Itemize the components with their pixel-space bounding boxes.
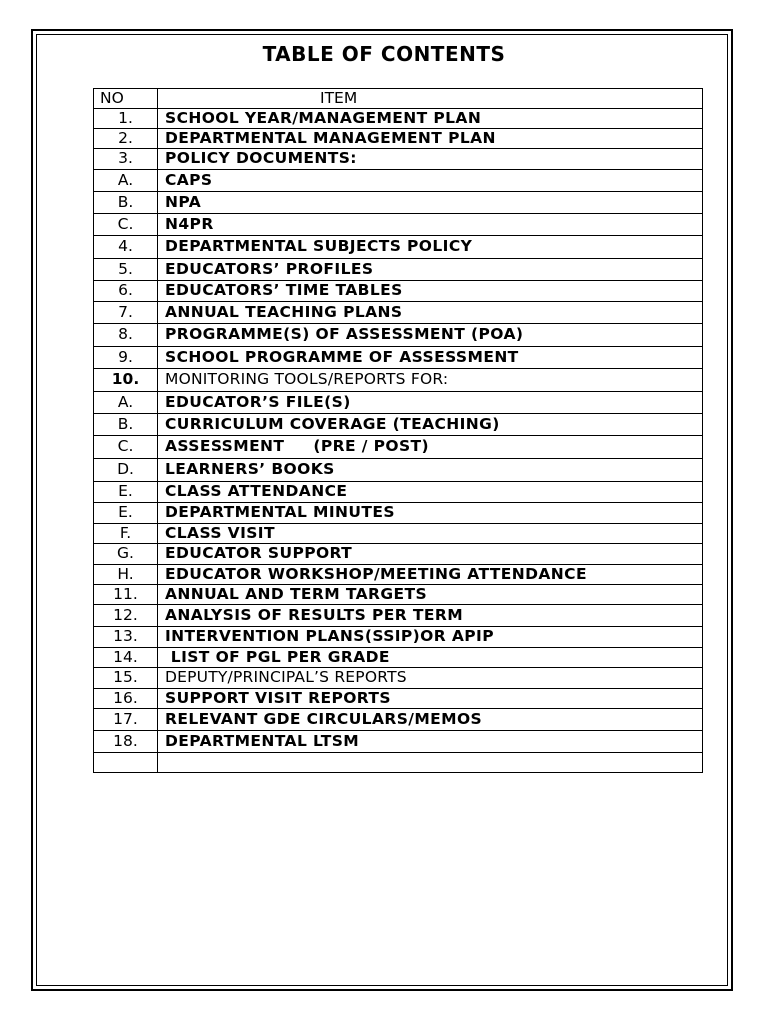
- row-number: 13.: [94, 627, 158, 648]
- row-number: 9.: [94, 347, 158, 369]
- table-row: [94, 302, 703, 324]
- table-row: [94, 753, 703, 773]
- row-item: ASSESSMENT (PRE / POST): [158, 436, 703, 459]
- table-row: [94, 392, 703, 414]
- table-row: [94, 236, 703, 259]
- row-item: CLASS ATTENDANCE: [158, 482, 703, 503]
- table-row: [94, 627, 703, 648]
- row-number: F.: [94, 524, 158, 544]
- table-row: [94, 192, 703, 214]
- row-item: EDUCATOR’S FILE(S): [158, 392, 703, 414]
- table-row: [94, 259, 703, 281]
- row-item: LEARNERS’ BOOKS: [158, 459, 703, 482]
- row-number: 14.: [94, 648, 158, 668]
- table-row: [94, 170, 703, 192]
- row-item: NPA: [158, 192, 703, 214]
- table-row: [94, 459, 703, 482]
- row-number: G.: [94, 544, 158, 565]
- row-item: ANNUAL AND TERM TARGETS: [158, 585, 703, 605]
- table-row: [94, 605, 703, 627]
- table-row: [94, 347, 703, 369]
- header-item: ITEM: [158, 89, 703, 109]
- table-row: [94, 414, 703, 436]
- table-row: [94, 689, 703, 709]
- row-item: INTERVENTION PLANS(SSIP)OR APIP: [158, 627, 703, 648]
- row-item: DEPARTMENTAL MANAGEMENT PLAN: [158, 129, 703, 149]
- row-item: [158, 753, 703, 773]
- row-item: RELEVANT GDE CIRCULARS/MEMOS: [158, 709, 703, 731]
- row-item: ANALYSIS OF RESULTS PER TERM: [158, 605, 703, 627]
- row-item: LIST OF PGL PER GRADE: [158, 648, 703, 668]
- table-row: [94, 436, 703, 459]
- row-number: 7.: [94, 302, 158, 324]
- table-row: [94, 585, 703, 605]
- table-row: [94, 129, 703, 149]
- row-number: 18.: [94, 731, 158, 753]
- row-number: 1.: [94, 109, 158, 129]
- row-item: DEPARTMENTAL MINUTES: [158, 503, 703, 524]
- header-no: NO: [94, 89, 158, 109]
- row-item: EDUCATORS’ TIME TABLES: [158, 281, 703, 302]
- row-item: N4PR: [158, 214, 703, 236]
- row-number: 16.: [94, 689, 158, 709]
- row-number: 3.: [94, 149, 158, 170]
- table-row: [94, 482, 703, 503]
- row-item: DEPARTMENTAL LTSM: [158, 731, 703, 753]
- table-row: [94, 149, 703, 170]
- row-number: [94, 753, 158, 773]
- row-item: PROGRAMME(S) OF ASSESSMENT (POA): [158, 324, 703, 347]
- row-number: C.: [94, 214, 158, 236]
- row-number: 6.: [94, 281, 158, 302]
- row-number: E.: [94, 503, 158, 524]
- row-item: DEPUTY/PRINCIPAL’S REPORTS: [158, 668, 703, 689]
- row-item: DEPARTMENTAL SUBJECTS POLICY: [158, 236, 703, 259]
- row-item: CURRICULUM COVERAGE (TEACHING): [158, 414, 703, 436]
- contents-table-body: [94, 89, 703, 773]
- row-item: CLASS VISIT: [158, 524, 703, 544]
- table-row: [94, 668, 703, 689]
- row-item: EDUCATORS’ PROFILES: [158, 259, 703, 281]
- row-item: SUPPORT VISIT REPORTS: [158, 689, 703, 709]
- row-number: 4.: [94, 236, 158, 259]
- row-item: CAPS: [158, 170, 703, 192]
- table-row: [94, 324, 703, 347]
- row-number: A.: [94, 170, 158, 192]
- row-item: EDUCATOR SUPPORT: [158, 544, 703, 565]
- row-number: 17.: [94, 709, 158, 731]
- table-row: [94, 544, 703, 565]
- row-item: SCHOOL YEAR/MANAGEMENT PLAN: [158, 109, 703, 129]
- contents-table: [93, 88, 703, 773]
- table-row: [94, 565, 703, 585]
- row-number: 11.: [94, 585, 158, 605]
- table-row: [94, 214, 703, 236]
- row-number: 2.: [94, 129, 158, 149]
- row-number: B.: [94, 414, 158, 436]
- row-number: 5.: [94, 259, 158, 281]
- row-item: SCHOOL PROGRAMME OF ASSESSMENT: [158, 347, 703, 369]
- row-number: 8.: [94, 324, 158, 347]
- table-row: [94, 524, 703, 544]
- row-item: POLICY DOCUMENTS:: [158, 149, 703, 170]
- table-row: [94, 709, 703, 731]
- row-number: 10.: [94, 369, 158, 392]
- row-number: 15.: [94, 668, 158, 689]
- row-number: C.: [94, 436, 158, 459]
- row-number: 12.: [94, 605, 158, 627]
- table-row: [94, 109, 703, 129]
- table-row: [94, 369, 703, 392]
- document-title: TABLE OF CONTENTS: [262, 42, 506, 66]
- row-number: E.: [94, 482, 158, 503]
- row-number: D.: [94, 459, 158, 482]
- row-number: B.: [94, 192, 158, 214]
- row-item: EDUCATOR WORKSHOP/MEETING ATTENDANCE: [158, 565, 703, 585]
- table-header-row: [94, 89, 703, 109]
- table-row: [94, 648, 703, 668]
- table-row: [94, 731, 703, 753]
- row-number: A.: [94, 392, 158, 414]
- row-item: MONITORING TOOLS/REPORTS FOR:: [158, 369, 703, 392]
- table-row: [94, 281, 703, 302]
- row-number: H.: [94, 565, 158, 585]
- row-item: ANNUAL TEACHING PLANS: [158, 302, 703, 324]
- table-row: [94, 503, 703, 524]
